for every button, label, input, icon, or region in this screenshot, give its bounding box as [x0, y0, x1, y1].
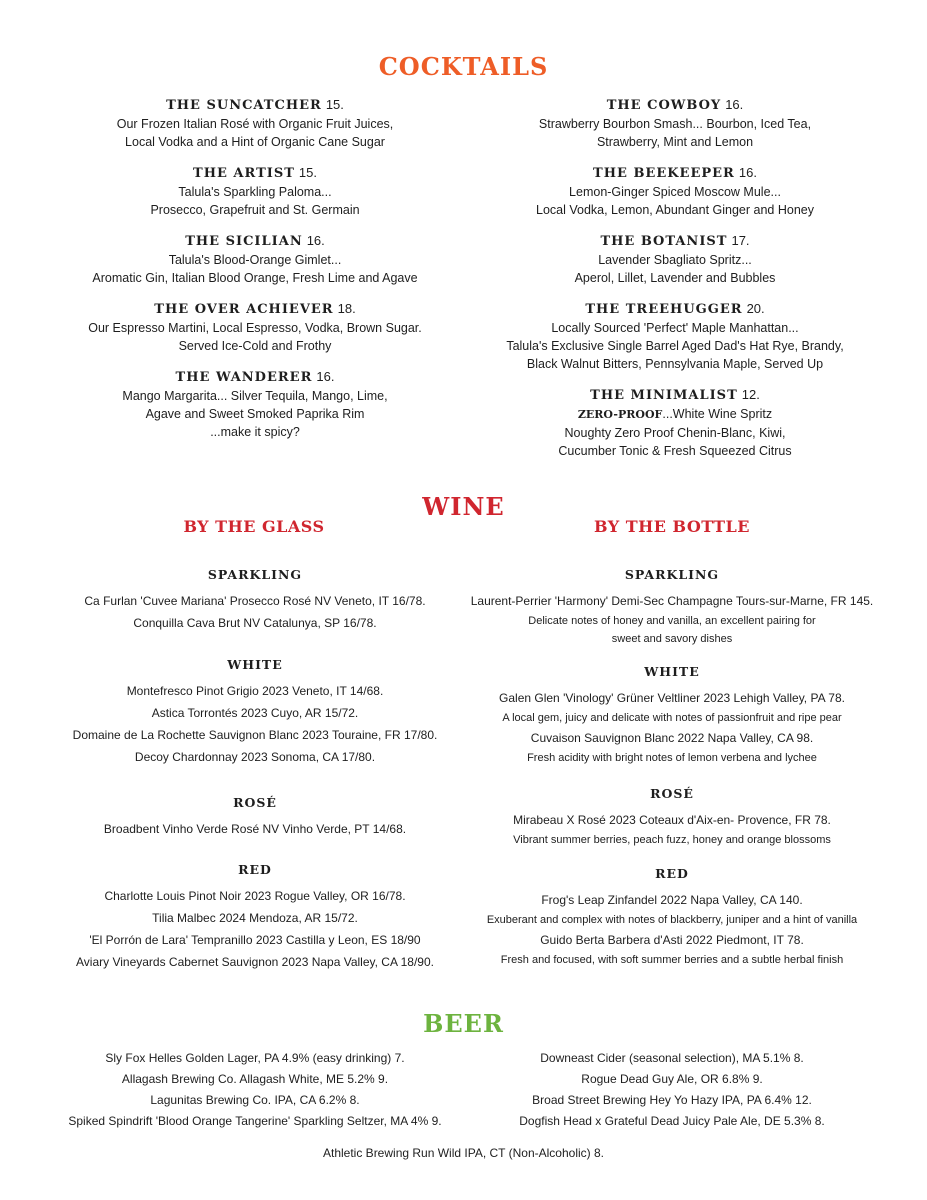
- cocktail-description: Lavender Sbagliato Spritz...: [598, 253, 752, 267]
- wine-note: Fresh and focused, with soft summer berries and a subtle herbal finish: [500, 954, 844, 966]
- cocktail-description: Prosecco, Grapefruit and St. Germain: [150, 203, 360, 217]
- cocktail-description: Our Frozen Italian Rosé with Organic Fruit Juices,: [116, 117, 394, 131]
- wine-item: Tilia Malbec 2024 Mendoza, AR 15/72.: [152, 911, 358, 925]
- wine-item: Domaine de La Rochette Sauvignon Blanc 2023 Touraine, FR 17/80.: [72, 728, 438, 742]
- section-title: WHITE: [227, 657, 283, 672]
- cocktails-left-column: [40, 96, 470, 454]
- cocktail-name: THE SUNCATCHER: [166, 98, 322, 113]
- wine-note: Delicate notes of honey and vanilla, an excellent pairing for: [528, 615, 816, 627]
- cocktail-description: Aperol, Lillet, Lavender and Bubbles: [574, 271, 776, 285]
- cocktail-name: THE BOTANIST: [600, 234, 728, 249]
- cocktail-name: THE BEEKEEPER: [593, 166, 735, 181]
- wine-item: Guido Berta Barbera d'Asti 2022 Piedmont, IT 78.: [540, 933, 804, 947]
- wine-note: Vibrant summer berries, peach fuzz, honey and orange blossoms: [513, 834, 831, 846]
- zero-proof-text: ...White Wine Spritz: [662, 407, 773, 421]
- cocktail-description: Strawberry, Mint and Lemon: [596, 135, 754, 149]
- cocktail-price: 16.: [306, 233, 325, 248]
- cocktail-price: 15.: [298, 165, 317, 180]
- cocktail-header: [460, 96, 890, 115]
- cocktail-header: [40, 232, 470, 251]
- cocktail-item: [460, 96, 890, 151]
- cocktail-price: 16.: [738, 165, 757, 180]
- zero-proof-line: [460, 405, 890, 424]
- cocktail-item: [40, 300, 470, 355]
- cocktail-item: [460, 164, 890, 219]
- cocktail-description: Served Ice-Cold and Frothy: [178, 339, 332, 353]
- beer-item: Sly Fox Helles Golden Lager, PA 4.9% (easy drinking) 7.: [105, 1051, 405, 1065]
- cocktail-description: Agave and Sweet Smoked Paprika Rim: [145, 407, 365, 421]
- wine-item: Charlotte Louis Pinot Noir 2023 Rogue Valley, OR 16/78.: [104, 889, 406, 903]
- wine-item: Galen Glen 'Vinology' Grüner Veltliner 2023 Lehigh Valley, PA 78.: [499, 691, 845, 705]
- beer-item: Allagash Brewing Co. Allagash White, ME 5.2% 9.: [121, 1072, 389, 1086]
- wine-item: Mirabeau X Rosé 2023 Coteaux d'Aix-en- Provence, FR 78.: [513, 813, 831, 827]
- wine-item: Conquilla Cava Brut NV Catalunya, SP 16/78.: [133, 616, 377, 630]
- beer-item: Spiked Spindrift 'Blood Orange Tangerine' Sparkling Seltzer, MA 4% 9.: [68, 1114, 442, 1128]
- beer-item: Downeast Cider (seasonal selection), MA 5.1% 8.: [540, 1051, 804, 1065]
- wine-note: Exuberant and complex with notes of blackberry, juniper and a hint of vanilla: [486, 914, 858, 926]
- beer-item: Dogfish Head x Grateful Dead Juicy Pale Ale, DE 5.3% 8.: [519, 1114, 825, 1128]
- cocktail-header: [40, 368, 470, 387]
- cocktail-price: 18.: [337, 301, 356, 316]
- section-title: RED: [238, 862, 272, 877]
- beer-item: Lagunitas Brewing Co. IPA, CA 6.2% 8.: [150, 1093, 360, 1107]
- cocktail-name: THE WANDERER: [175, 370, 313, 385]
- beer-item-non-alcoholic: Athletic Brewing Run Wild IPA, CT (Non-Alcoholic) 8.: [323, 1146, 604, 1160]
- cocktail-description: Strawberry Bourbon Smash... Bourbon, Iced Tea,: [538, 117, 812, 131]
- cocktail-header: [460, 386, 890, 405]
- cocktail-price: 16.: [725, 97, 744, 112]
- cocktail-description: Aromatic Gin, Italian Blood Orange, Fresh Lime and Agave: [92, 271, 418, 285]
- wine-note: A local gem, juicy and delicate with notes of passionfruit and ripe pear: [502, 712, 842, 724]
- cocktail-name: THE SICILIAN: [185, 234, 303, 249]
- cocktail-header: [40, 164, 470, 183]
- beer-left-column: [20, 1048, 490, 1132]
- wine-note: sweet and savory dishes: [611, 633, 733, 645]
- glass-sparkling-section: [20, 566, 490, 634]
- section-title: ROSÉ: [233, 795, 277, 810]
- cocktail-description: Talula's Sparkling Paloma...: [178, 185, 332, 199]
- bottle-sparkling-section: [452, 566, 892, 648]
- wine-item: Astica Torrontés 2023 Cuyo, AR 15/72.: [151, 706, 359, 720]
- bottle-rose-section: [452, 785, 892, 849]
- wine-note: Fresh acidity with bright notes of lemon verbena and lychee: [527, 752, 817, 764]
- cocktail-header: [40, 96, 470, 115]
- wine-item: Laurent-Perrier 'Harmony' Demi-Sec Champagne Tours-sur-Marne, FR 145.: [470, 594, 874, 608]
- cocktails-right-column: [460, 96, 890, 473]
- cocktail-header: [460, 232, 890, 251]
- cocktail-description: ...make it spicy?: [210, 425, 300, 439]
- wine-item: 'El Porrón de Lara' Tempranillo 2023 Castilla y Leon, ES 18/90: [89, 933, 421, 947]
- wine-item: Cuvaison Sauvignon Blanc 2022 Napa Valley, CA 98.: [530, 731, 814, 745]
- wine-item: Decoy Chardonnay 2023 Sonoma, CA 17/80.: [134, 750, 376, 764]
- by-the-glass-heading: BY THE GLASS: [183, 517, 325, 536]
- zero-proof-label: ZERO-PROOF: [577, 408, 663, 421]
- cocktail-description: Mango Margarita... Silver Tequila, Mango, Lime,: [122, 389, 388, 403]
- cocktail-price: 15.: [325, 97, 344, 112]
- cocktail-name: THE MINIMALIST: [590, 388, 738, 403]
- beer-heading: BEER: [423, 1009, 504, 1038]
- cocktail-header: [460, 164, 890, 183]
- cocktail-description: Talula's Blood-Orange Gimlet...: [168, 253, 342, 267]
- cocktail-item: [460, 386, 890, 460]
- cocktail-header: [460, 300, 890, 319]
- beer-right-column: [462, 1048, 882, 1132]
- wine-item: Aviary Vineyards Cabernet Sauvignon 2023 Napa Valley, CA 18/90.: [75, 955, 434, 969]
- wine-heading: WINE: [422, 492, 505, 521]
- wine-item: Frog's Leap Zinfandel 2022 Napa Valley, CA 140.: [541, 893, 803, 907]
- cocktail-description: Lemon-Ginger Spiced Moscow Mule...: [569, 185, 781, 199]
- beer-item: Rogue Dead Guy Ale, OR 6.8% 9.: [581, 1072, 763, 1086]
- section-title: SPARKLING: [624, 567, 720, 582]
- glass-white-section: [20, 656, 490, 768]
- cocktail-price: 17.: [731, 233, 750, 248]
- cocktails-heading: COCKTAILS: [378, 52, 549, 81]
- wine-item: Montefresco Pinot Grigio 2023 Veneto, IT 14/68.: [126, 684, 384, 698]
- cocktail-name: THE OVER ACHIEVER: [154, 302, 334, 317]
- cocktail-price: 12.: [741, 387, 760, 402]
- cocktail-price: 16.: [316, 369, 335, 384]
- cocktail-item: [40, 368, 470, 441]
- wine-item: Broadbent Vinho Verde Rosé NV Vinho Verde, PT 14/68.: [103, 822, 407, 836]
- cocktail-name: THE TREEHUGGER: [585, 302, 743, 317]
- bottle-white-section: [452, 663, 892, 767]
- section-title: WHITE: [644, 664, 700, 679]
- cocktail-name: THE COWBOY: [606, 98, 722, 113]
- cocktail-item: [460, 232, 890, 287]
- bottle-red-section: [452, 865, 892, 969]
- section-title: SPARKLING: [207, 567, 303, 582]
- cocktail-description: Our Espresso Martini, Local Espresso, Vodka, Brown Sugar.: [88, 321, 422, 335]
- cocktail-header: [40, 300, 470, 319]
- glass-rose-section: [20, 794, 490, 840]
- cocktail-item: [40, 96, 470, 151]
- cocktail-description: Local Vodka, Lemon, Abundant Ginger and Honey: [536, 203, 814, 217]
- cocktail-item: [460, 300, 890, 373]
- cocktail-description: Noughty Zero Proof Chenin-Blanc, Kiwi,: [564, 426, 786, 440]
- cocktail-name: THE ARTIST: [193, 166, 295, 181]
- by-the-bottle-heading: BY THE BOTTLE: [594, 517, 750, 536]
- cocktail-description: Cucumber Tonic & Fresh Squeezed Citrus: [558, 444, 792, 458]
- glass-red-section: [20, 861, 490, 973]
- section-title: RED: [655, 866, 689, 881]
- cocktail-description: Black Walnut Bitters, Pennsylvania Maple, Served Up: [526, 357, 824, 371]
- cocktail-description: Local Vodka and a Hint of Organic Cane Sugar: [125, 135, 385, 149]
- cocktail-price: 20.: [746, 301, 765, 316]
- cocktail-description: Locally Sourced 'Perfect' Maple Manhattan...: [551, 321, 799, 335]
- cocktail-description: Talula's Exclusive Single Barrel Aged Dad's Hat Rye, Brandy,: [506, 339, 844, 353]
- beer-item: Broad Street Brewing Hey Yo Hazy IPA, PA 6.4% 12.: [532, 1093, 812, 1107]
- wine-item: Ca Furlan 'Cuvee Mariana' Prosecco Rosé NV Veneto, IT 16/78.: [84, 594, 426, 608]
- cocktail-item: [40, 232, 470, 287]
- section-title: ROSÉ: [650, 786, 694, 801]
- cocktail-item: [40, 164, 470, 219]
